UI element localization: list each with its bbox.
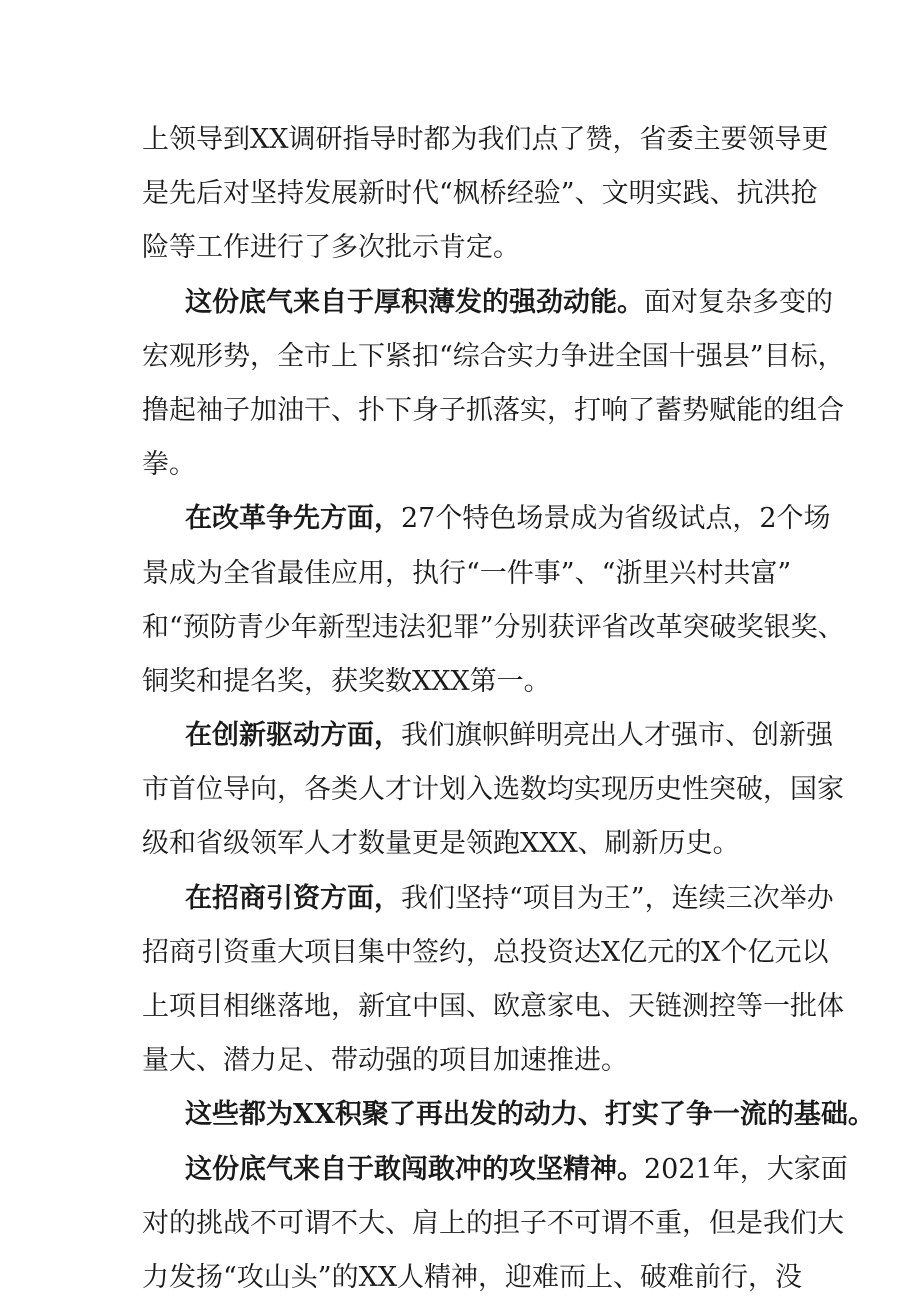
body-text-run: 27个特色场景成为省级试点，2个场 xyxy=(401,503,831,535)
body-text-run: 面对复杂多变的 xyxy=(644,286,833,318)
body-text-run: 景成为全省最佳应用，执行“一件事”、“浙里兴村共富” xyxy=(142,557,792,589)
body-text-run: 宏观形势，全市上下紧扣“综合实力争进全国十强县”目标， xyxy=(142,340,845,372)
text-line xyxy=(142,872,834,926)
body-text-run: 量大、潜力足、带动强的项目加速推进。 xyxy=(142,1045,628,1077)
body-text-run: 2021年，大家面 xyxy=(644,1153,848,1185)
text-line xyxy=(142,1088,875,1142)
body-text xyxy=(142,113,875,1305)
text-line xyxy=(142,763,844,817)
bold-heading-text: 这份底气来自于厚积薄发的强劲动能。 xyxy=(185,286,644,318)
text-line xyxy=(142,1034,782,1088)
text-line xyxy=(142,1143,848,1197)
body-text-run: 上项目相继落地，新宜中国、欧意家电、天链测控等一批体 xyxy=(142,991,844,1022)
text-line xyxy=(142,980,844,1034)
text-line xyxy=(142,709,833,763)
text-line xyxy=(142,384,844,438)
body-text-run: 我们旗帜鲜明亮出人才强市、创新强 xyxy=(401,720,833,752)
text-line xyxy=(142,1197,844,1251)
text-line xyxy=(142,601,845,655)
text-line xyxy=(142,113,829,167)
body-text-run: 级和省级领军人才数量更是领跑XXX、刷新历史。 xyxy=(142,828,740,860)
bold-heading-text: 这些都为XX积聚了再出发的动力、打实了争一流的基础。 xyxy=(185,1099,875,1131)
text-line xyxy=(142,926,829,980)
text-line xyxy=(142,1251,803,1305)
body-text-run: 险等工作进行了多次批示肯定。 xyxy=(142,232,520,264)
bold-heading-text: 在招商引资方面， xyxy=(185,882,401,914)
bold-heading-text: 在创新驱动方面， xyxy=(185,720,401,752)
text-line xyxy=(142,330,845,384)
text-line xyxy=(142,438,782,492)
bold-heading-text: 在改革争先方面， xyxy=(185,503,401,535)
body-text-run: 市首位导向，各类人才计划入选数均实现历史性突破，国家 xyxy=(142,774,844,806)
text-line xyxy=(142,221,782,275)
body-text-run: 撸起袖子加油干、扑下身子抓落实，打响了蓄势赋能的组合 xyxy=(142,394,844,426)
body-text-run: 上领导到XX调研指导时都为我们点了赞，省委主要领导更 xyxy=(142,124,829,155)
body-text-run: 和“预防青少年新型违法犯罪”分别获评省改革突破奖银奖、 xyxy=(142,611,845,643)
text-line xyxy=(142,655,782,709)
text-line xyxy=(142,547,792,601)
text-line xyxy=(142,492,831,546)
text-line xyxy=(142,167,818,221)
body-text-run: 是先后对坚持发展新时代“枫桥经验”、文明实践、抗洪抢 xyxy=(142,178,818,210)
body-text-run: 招商引资重大项目集中签约，总投资达X亿元的X个亿元以 xyxy=(142,936,829,968)
body-text-run: 铜奖和提名奖，获奖数XXX第一。 xyxy=(142,665,551,697)
text-line xyxy=(142,276,833,330)
body-text-run: 对的挑战不可谓不大、肩上的担子不可谓不重，但是我们大 xyxy=(142,1207,844,1239)
body-text-run: 拳。 xyxy=(142,449,196,481)
text-line xyxy=(142,817,782,871)
body-text-run: 力发扬“攻山头”的XX人精神，迎难而上、破难前行，没 xyxy=(142,1261,803,1293)
body-text-run: 我们坚持“项目为王”，连续三次举办 xyxy=(401,882,834,914)
bold-heading-text: 这份底气来自于敢闯敢冲的攻坚精神。 xyxy=(185,1153,644,1185)
